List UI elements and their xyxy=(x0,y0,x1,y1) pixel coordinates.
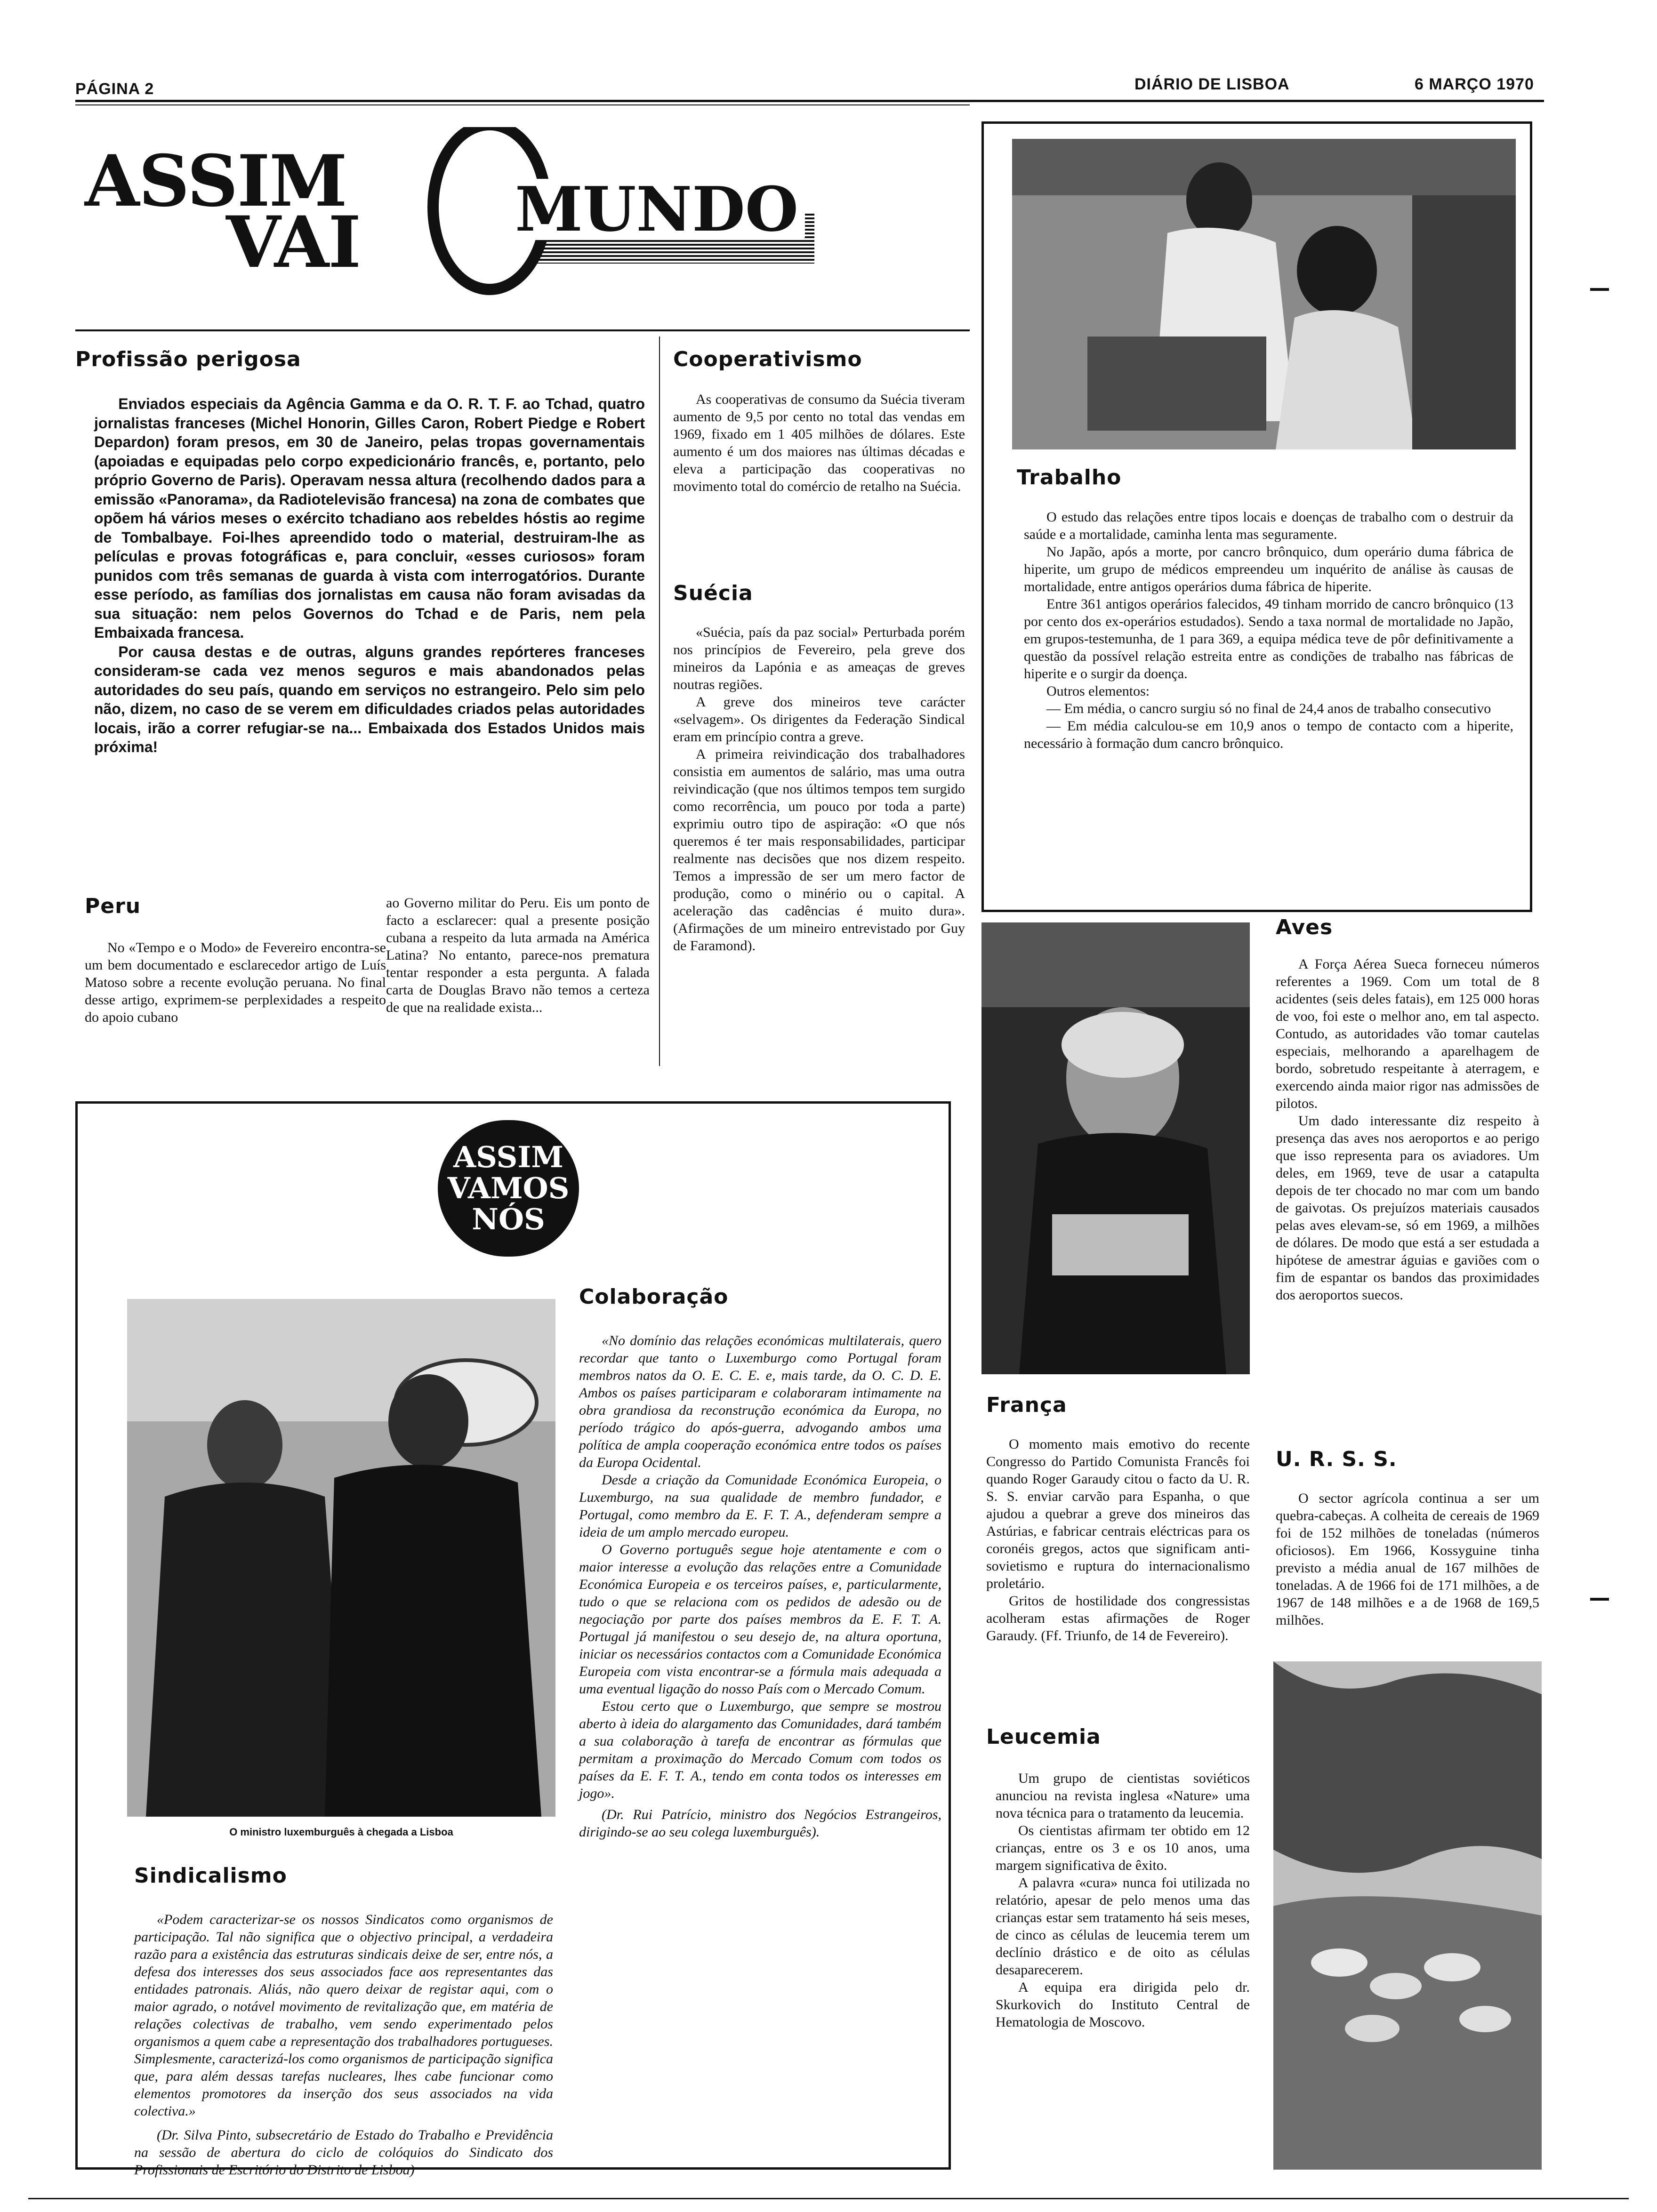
franca-photo xyxy=(981,922,1250,1374)
sheep-image xyxy=(1273,1661,1542,2170)
trabalho-title: Trabalho xyxy=(1012,464,1126,491)
trabalho-paragraph: Outros elementos: xyxy=(1046,683,1150,699)
franca-title: França xyxy=(986,1393,1067,1417)
peru-paragraph: No «Tempo e o Modo» de Fevereiro encontra-se um bem documentado e esclarecedor artigo de Luís Matoso sobre a recente evolução peruana. No final desse artigo, exprimem-se perplexidades a respeito do apoio cubano xyxy=(85,940,386,1025)
assim-vamos-badge xyxy=(438,1120,579,1257)
colaboracao-paragraph: Desde a criação da Comunidade Económica Europeia, o Luxemburgo, na sua qualidade de membro fundador, e Portugal, como membro da E. F. T. A., defenderam sempre a ideia de um amplo mercado europeu. xyxy=(579,1472,941,1540)
cooperativismo-body xyxy=(673,391,965,495)
suecia-paragraph: A primeira reivindicação dos trabalhadores consistia em aumentos de salário, mas uma outra reivindicação (que nos últimos tempos tem surgido como recorrência, um pouco por toda a parte) exprimiu outro tipo de aspiração: «O que nós queremos é ter mais responsabilidades, participar realmente nas decisões que nos dizem respeito. Temos a impressão de ser um mero factor de produção, como o minério ou o capital. A aceleração das cadências é muito dura». (Afirmações de um mineiro entrevistado por Guy de Faramond). xyxy=(673,746,965,954)
leucemia-paragraph: A palavra «cura» nunca foi utilizada no relatório, apesar de pelo menos uma das crianças estar sem tratamento há seis meses, de cinco as células de leucemia terem um declínio drástico e de oito as células desaparecerem. xyxy=(996,1875,1250,1978)
franca-paragraph: Gritos de hostilidade dos congressistas acolheram estas afirmações de Roger Garaudy. (Ff. Triunfo, de 14 de Fevereiro). xyxy=(986,1593,1250,1643)
trabalho-paragraph: No Japão, após a morte, por cancro brônquico, dum operário duma fábrica de hiperite, um grupo de médicos empreendeu um inquérito de análise às causas de mortalidade, entre antigos operários duma fábrica de hiperite. xyxy=(1024,544,1513,594)
colaboracao-paragraph: O Governo português segue hoje atentamente e com o maior interesse a evolução das relações entre a Comunidade Económica Europeia e os terceiros países, e, particularmente, tudo o que se relaciona com os pedidos de adesão ou de negociação por parte dos países membros da E. F. T. A. Portugal já manifestou o seu desejo de, na altura oportuna, iniciar os necessários contactos com a Comunidade Económica Europeia com vista encontrar-se a fórmula mais adequada a uma eventual ligação do nosso País com o Mercado Comum. xyxy=(579,1542,941,1697)
leucemia-title: Leucemia xyxy=(986,1725,1101,1749)
colaboracao-paragraph: «No domínio das relações económicas multilaterais, quero recordar que tanto o Luxemburgo como Portugal foram membros natos da O. E. C. E. e, mais tarde, da O. C. D. E. Ambos os países participaram e colaboraram intimamente na obra grandiosa da reconstrução económica da Europa, no período trágico do após-guerra, advogando ambos uma política de ampla cooperação económica entre todos os países da Europa Ocidental. xyxy=(579,1333,941,1470)
colaboracao-paragraph: Estou certo que o Luxemburgo, que sempre se mostrou aberto à ideia do alargamento das Comunidades, dará também a sua colaboração à tarefa de encontrar as fórmulas que permitam a proximação do Mercado Comum com todos os países da E. F. T. A., tendo em conta todos os interesses em jogo». xyxy=(579,1699,941,1801)
edge-mark xyxy=(1590,1598,1609,1601)
bottom-rule xyxy=(28,2198,1629,2199)
trabalho-paragraph: O estudo das relações entre tipos locais e doenças de trabalho com o destruir da saúde e a mortalidade, caminha lenta mas seguramente. xyxy=(1024,509,1513,542)
suecia-body xyxy=(673,624,965,954)
peru-paragraph: ao Governo militar do Peru. Eis um ponto de facto a esclarecer: qual a presente posição cubana a respeito da luta armada na América Latina? No entanto, parece-nos prematura tentar responder a esta pergunta. A falada carta de Douglas Bravo não temos a certeza de que na realidade exista... xyxy=(386,895,650,1015)
header-rule-thin xyxy=(75,104,970,105)
masthead xyxy=(85,127,819,325)
urss-paragraph: O sector agrícola continua a ser um quebra-cabeças. A colheita de cereais de 1969 foi de 152 milhões de toneladas (números oficiosos). Em 1966, Kossyguine tinha previsto a média anual de 167 milhões de toneladas. A de 1966 foi de 171 milhões, a de 1967 de 148 milhões e a de 1968 de 169,5 milhões. xyxy=(1276,1491,1539,1628)
profissao-paragraph: Por causa destas e de outras, alguns grandes repórteres franceses consideram-se cada vez menos seguros e mais abandonados pelas autoridades do seu país, quando em serviços no estrangeiro. Pelo sim pelo não, dizem, no caso de se verem em dificuldades criados pelas autoridades locais, irão a correr refugiar-se na... Embaixada dos Estados Unidos mais próxima! xyxy=(94,643,645,755)
edge-mark xyxy=(1590,288,1609,291)
aves-paragraph: A Força Aérea Sueca forneceu números referentes a 1969. Com um total de 8 acidentes (seis deles fatais), em 125 000 horas de voo, foi este o melhor ano, em tal aspecto. Contudo, as autoridades vão tomar cautelas especiais, melhorando a aparelhagem de bordo, sobretudo respeitante à aterragem, e exercendo ainda maior rigor nas admissões de pilotos. xyxy=(1276,956,1539,1111)
leucemia-body xyxy=(996,1770,1250,2031)
sindicalismo-body xyxy=(134,1911,553,2179)
trabalho-paragraph: Entre 361 antigos operários falecidos, 49 tinham morrido de cancro brônquico (13 por cento dos ex-operários estudados). Sendo a taxa normal de mortalidade no Japão, em grupos-testemunha, de 1 para 369, a equipa médica teve de pôr definitivamente a questão da possível relação estreita entre as condições de trabalho nas fábricas de hiperite e o surgir da doença. xyxy=(1024,596,1513,681)
leucemia-paragraph: A equipa era dirigida pelo dr. Skurkovich do Instituto Central de Hematologia de Moscovo. xyxy=(996,1980,1250,2030)
suecia-paragraph: «Suécia, país da paz social» Perturbada porém nos princípios de Fevereiro, pela greve dos mineiros da Lapónia e as ameaças de greves noutras regiões. xyxy=(673,625,965,692)
trabalho-body xyxy=(1024,508,1513,752)
urss-body xyxy=(1276,1490,1539,1629)
aves-paragraph: Um dado interessante diz respeito à presença das aves nos aeroportos e ao perigo que isso representa para os aviadores. Um deles, em 1969, teve de usar a catapulta depois de ter chocado no mar com um bando de gaivotas. Os prejuízos materiais causados pelas aves elevam-se, só em 1969, a milhões de dólares. De modo que está a ser estudada a hipótese de amestrar águias e gaviões com o fim de espantar os bandos das proximidades dos aeroportos suecos. xyxy=(1276,1113,1539,1303)
franca-paragraph: O momento mais emotivo do recente Congresso do Partido Comunista Francês foi quando Roger Garaudy citou o facto da U. R. S. S. enviar carvão para Espanha, o que ajudou a quebrar a greve dos mineiros das Astúrias, e fabricar centrais eléctricas para os coronéis gregos, actos que significam anti-sovietismo e ruptura do internacionalismo proletário. xyxy=(986,1436,1250,1591)
badge-line: ASSIM xyxy=(453,1140,563,1174)
suecia-paragraph: A greve dos mineiros teve carácter «selvagem». Os dirigentes da Federação Sindical eram em princípio contra a greve. xyxy=(673,694,965,745)
cooperativismo-title: Cooperativismo xyxy=(673,347,862,371)
column-divider xyxy=(659,337,660,1066)
minister-arrival-image xyxy=(127,1299,555,1817)
minister-photo xyxy=(127,1299,555,1817)
colaboracao-title: Colaboração xyxy=(579,1285,729,1309)
franca-body xyxy=(986,1435,1250,1644)
leucemia-paragraph: Um grupo de cientistas soviéticos anunciou na revista inglesa «Nature» uma nova técnica para o tratamento da leucemia. xyxy=(996,1771,1250,1821)
badge-line: VAMOS xyxy=(447,1171,570,1205)
suecia-title: Suécia xyxy=(673,581,753,605)
sindicalismo-paragraph: «Podem caracterizar-se os nossos Sindicatos como organismos de participação. Tal não significa que o objectivo principal, a verdadeira razão para a existência das estruturas sindicais deixe de ser, entre nós, a defesa dos interesses dos seus associados face aos representantes das entidades patronais. Aliás, não quero deixar de registar aqui, com o maior agrado, o notável movimento de revitalização que, em matéria de relações colectivas de trabalho, vem sendo experimentado pelos organismos a quem cabe a representação dos trabalhadores portugueses. Simplesmente, caracterizá-los como organismos de participação significa que, para além dessas tarefas nucleares, lhes cabe funcionar como elementos promotores da inserção dos seus associados na vida colectiva.» xyxy=(134,1912,553,2119)
masthead-vai: VAI xyxy=(226,201,361,284)
workers-image xyxy=(1012,139,1516,449)
page-label: PÁGINA 2 xyxy=(75,80,154,98)
orator-image xyxy=(981,922,1250,1374)
trabalho-paragraph: — Em média calculou-se em 10,9 anos o tempo de contacto com a hiperite, necessário à formação dum cancro brônquico. xyxy=(1024,718,1513,751)
profissao-body xyxy=(94,394,645,757)
header-rule xyxy=(75,100,1544,102)
leucemia-paragraph: Os cientistas afirmam ter obtido em 12 crianças, entre os 3 e os 10 anos, uma margem significativa de êxito. xyxy=(996,1823,1250,1873)
section-rule xyxy=(75,329,970,331)
minister-photo-caption: O ministro luxemburguês à chegada a Lisboa xyxy=(229,1826,453,1838)
masthead-assim: ASSIM xyxy=(85,140,346,223)
cooperativismo-paragraph: As cooperativas de consumo da Suécia tiveram aumento de 9,5 por cento no total das vendas em 1969, fixado em 1 405 milhões de dólares. Este aumento é um dos maiores nas últimas décadas e eleva a participação das cooperativas no movimento total do comércio de retalho na Suécia. xyxy=(673,392,965,494)
colaboracao-source: (Dr. Rui Patrício, ministro dos Negócios Estrangeiros, dirigindo-se ao seu colega luxemburguês). xyxy=(579,1807,941,1840)
masthead-mundo: MUNDO xyxy=(508,179,805,240)
peru-col2 xyxy=(386,894,650,1016)
aves-body xyxy=(1276,955,1539,1304)
badge-line: NÓS xyxy=(472,1202,545,1236)
newspaper-name: DIÁRIO DE LISBOA xyxy=(1134,75,1290,93)
peru-title: Peru xyxy=(85,894,141,918)
profissao-paragraph: Enviados especiais da Agência Gamma e da O. R. T. F. ao Tchad, quatro jornalistas franceses (Michel Honorin, Gilles Caron, Robert Piedge e Robert Depardon) foram presos, em 30 de Janeiro, pelas tropas governamentais (apoiadas e equipadas pelo corpo expedicionário francês, e, portanto, pelo próprio Governo de Paris). Operavam nessa altura (recolhendo dados para a emissão «Panorama», da Radiotelevisão francesa) na zona de combates que opõem há vários meses o exército tchadiano aos rebeldes hóstis ao regime de Tombalbaye. Foi-lhes apreendido todo o material, destruiram-lhe as películas e provas fotográficas e, para concluir, «esses curiosos» foram punidos com três semanas de guarda à vista com interrogatórios. Durante esse período, as famílias dos jornalistas em causa não foram avisadas da sua situação: nem pelos Governos do Tchad e de Paris, nem pela Embaixada francesa. xyxy=(94,395,645,641)
issue-date: 6 MARÇO 1970 xyxy=(1415,75,1534,93)
colaboracao-body xyxy=(579,1332,941,1841)
peru-col1 xyxy=(85,939,386,1026)
sindicalismo-title: Sindicalismo xyxy=(134,1864,287,1888)
sheep-photo xyxy=(1273,1661,1542,2170)
sindicalismo-source: (Dr. Silva Pinto, subsecretário de Estado do Trabalho e Previdência na sessão de abertura do ciclo de colóquios do Sindicato dos Profissionais de Escritório do Distrito de Lisboa) xyxy=(134,2127,553,2178)
urss-title: U. R. S. S. xyxy=(1276,1447,1397,1471)
aves-title: Aves xyxy=(1276,915,1333,939)
trabalho-photo xyxy=(1012,139,1516,449)
trabalho-paragraph: — Em média, o cancro surgiu só no final de 24,4 anos de trabalho consecutivo xyxy=(1046,701,1491,716)
profissao-title: Profissão perigosa xyxy=(75,347,301,371)
